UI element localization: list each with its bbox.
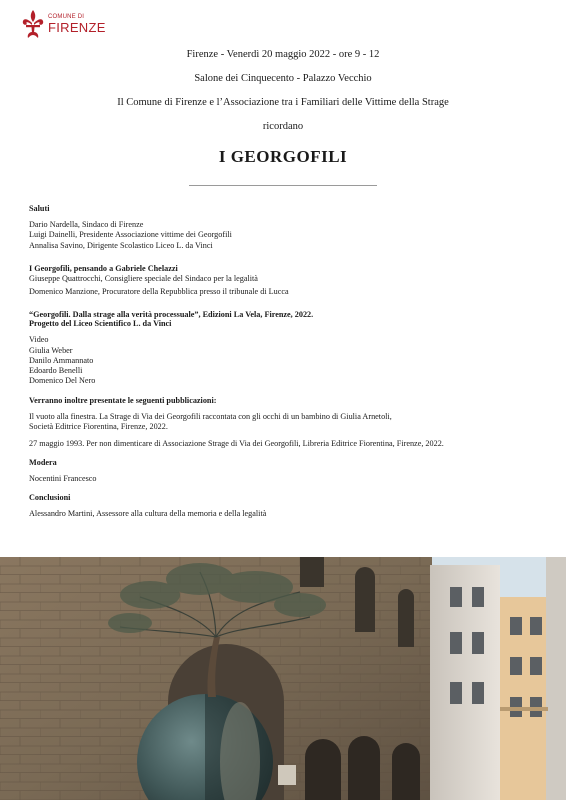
- divider: [189, 185, 377, 186]
- progetto-item: Edoardo Benelli: [29, 366, 83, 376]
- page-title: I GEORGOFILI: [218, 147, 348, 166]
- comune-logo: [22, 9, 106, 39]
- progetto-heading: “Georgofili. Dalla strage alla verità processuale”, Edizioni La Vela, Firenze, 2022.: [29, 310, 314, 319]
- georgofili-memorial-image: [0, 557, 566, 800]
- progetto-section: [29, 310, 549, 386]
- progetto-item: Video: [29, 335, 49, 345]
- modera-section: [29, 458, 549, 484]
- organizers-line: Il Comune di Firenze e l’Associazione tra i Familiari delle Vittime della Strage: [117, 97, 449, 108]
- modera-heading: Modera: [29, 458, 57, 467]
- saluti-heading: Saluti: [29, 204, 50, 213]
- pubblicazioni-heading: Verranno inoltre presentate le seguenti pubblicazioni:: [29, 396, 217, 405]
- conclusioni-heading: Conclusioni: [29, 493, 71, 502]
- ricordano-line: ricordano: [262, 121, 304, 132]
- memorial-photo: [0, 557, 566, 800]
- progetto-item: Domenico Del Nero: [29, 376, 96, 386]
- pubblicazione-1-cont: Società Editrice Fiorentina, Firenze, 2022.: [29, 422, 168, 432]
- chelazzi-section: [29, 264, 549, 298]
- pubblicazione-2: 27 maggio 1993. Per non dimenticare di Associazione Strage di Via dei Georgofili, Libreria Editrice Fiorentina, Firenze, 2022.: [29, 438, 444, 448]
- chelazzi-heading: I Georgofili, pensando a Gabriele Chelazzi: [29, 264, 178, 273]
- conclusioni-section: [29, 493, 549, 519]
- saluti-item: Luigi Dainelli, Presidente Associazione vittime dei Georgofili: [29, 230, 232, 240]
- pubblicazione-1: Il vuoto alla finestra. La Strage di Via dei Georgofili raccontata con gli occhi di un bambino di Giulia Arnetoli,: [29, 412, 392, 422]
- conclusioni-name: Alessandro Martini, Assessore alla cultura della memoria e della legalità: [29, 509, 267, 519]
- pubblicazioni-section: [29, 396, 549, 449]
- chelazzi-item: Giuseppe Quattrocchi, Consigliere speciale del Sindaco per la legalità: [29, 274, 258, 284]
- logo-line-big: FIRENZE: [48, 20, 106, 35]
- progetto-item: Giulia Weber: [29, 345, 73, 355]
- saluti-section: [29, 204, 549, 251]
- fleur-de-lis-icon: [22, 9, 44, 39]
- event-date-line: Firenze - Venerdì 20 maggio 2022 - ore 9 - 12: [186, 49, 380, 60]
- chelazzi-item: Domenico Manzione, Procuratore della Repubblica presso il tribunale di Lucca: [29, 287, 289, 297]
- event-venue-line: Salone dei Cinquecento - Palazzo Vecchio: [194, 73, 372, 84]
- saluti-item: Annalisa Savino, Dirigente Scolastico Liceo L. da Vinci: [29, 240, 213, 250]
- progetto-subheading: Progetto del Liceo Scientifico L. da Vinci: [29, 319, 172, 329]
- progetto-item: Danilo Ammannato: [29, 355, 94, 365]
- logo-line-small: COMUNE DI: [48, 14, 85, 20]
- modera-name: Nocentini Francesco: [29, 474, 97, 484]
- saluti-item: Dario Nardella, Sindaco di Firenze: [29, 220, 144, 230]
